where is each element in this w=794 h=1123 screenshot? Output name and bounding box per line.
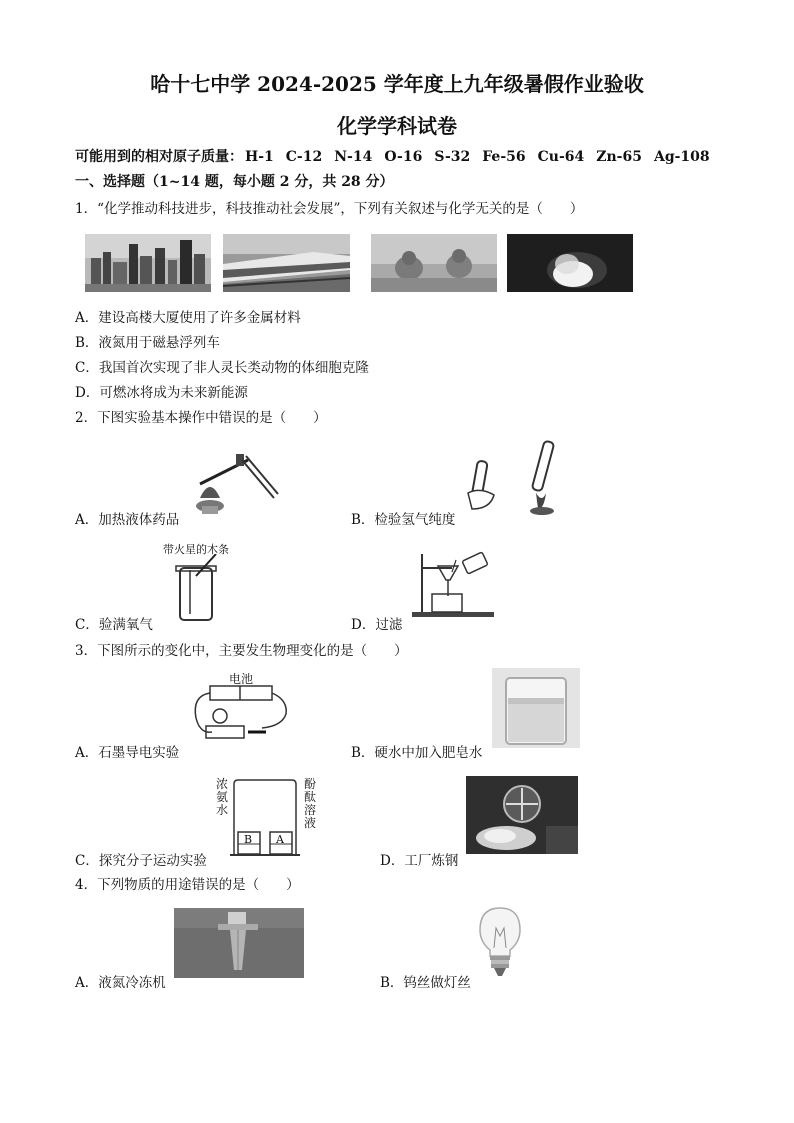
q1-option-b: B．液氮用于磁悬浮列车 (75, 335, 220, 351)
atomic-mass-item: H-1 (245, 149, 274, 165)
ammonia-label: 浓氨水 (216, 777, 229, 817)
maglev-train-photo (223, 234, 350, 292)
phenolphthalein-label: 酚酞溶液 (304, 777, 317, 830)
question-4-stem: 4．下列物质的用途错误的是（ ） (75, 877, 300, 893)
monkey-clone-photo (371, 234, 497, 292)
question-2-stem: 2．下图实验基本操作中错误的是（ ） (75, 410, 327, 426)
steelmaking-photo (466, 776, 578, 854)
question-3-stem: 3．下图所示的变化中，主要发生物理变化的是（ ） (75, 643, 408, 659)
atomic-mass-item: C-12 (285, 149, 323, 165)
beaker-b-label: B (244, 833, 253, 846)
light-bulb-photo (474, 906, 526, 978)
atomic-mass-item: S-32 (434, 149, 471, 165)
q2-option-c: C．验满氧气 (75, 617, 153, 633)
q4-option-a: A．液氮冷冻机 (75, 975, 166, 991)
atomic-mass-item: Fe-56 (482, 149, 526, 165)
atomic-masses-line (75, 146, 710, 166)
q1-option-c: C．我国首次实现了非人灵长类动物的体细胞克隆 (75, 360, 369, 376)
atomic-mass-item: O-16 (384, 149, 423, 165)
liquid-nitrogen-freezer-photo (174, 908, 304, 978)
city-skyline-photo (85, 234, 211, 292)
q3-option-d: D．工厂炼钢 (380, 853, 459, 869)
question-1-stem: 1．“化学推动科技进步，科技推动社会发展”，下列有关叙述与化学无关的是（ ） (75, 201, 584, 217)
battery-label: 电池 (229, 672, 254, 686)
graphite-conductivity-figure (190, 682, 292, 742)
exam-title: 哈十七中学 2024-2025 学年度上九年级暑假作业验收 (150, 72, 644, 96)
q2-option-a: A．加热液体药品 (75, 512, 180, 528)
atomic-masses-label: 可能用到的相对原子质量： (75, 149, 243, 165)
atomic-mass-item: Ag-108 (653, 149, 710, 165)
beaker-a-label: A (276, 833, 284, 846)
exam-subtitle: 化学学科试卷 (337, 114, 457, 138)
combustible-ice-photo (507, 234, 633, 292)
q2-option-d: D．过滤 (351, 617, 403, 633)
q3-option-b: B．硬水中加入肥皂水 (351, 745, 483, 761)
oxygen-full-test-figure (170, 554, 220, 624)
q2-option-b: B．检验氢气纯度 (351, 512, 456, 528)
hydrogen-purity-figure (460, 437, 570, 517)
molecular-motion-figure (230, 778, 300, 858)
soapy-water-photo (492, 668, 580, 748)
q3-option-a: A．石墨导电实验 (75, 745, 180, 761)
atomic-mass-item: N-14 (334, 149, 373, 165)
q1-option-d: D．可燃冰将成为未来新能源 (75, 385, 248, 401)
q3-option-c: C．探究分子运动实验 (75, 853, 207, 869)
q1-option-a: A．建设高楼大厦使用了许多金属材料 (75, 310, 301, 326)
q4-option-b: B．钨丝做灯丝 (380, 975, 471, 991)
atomic-mass-item: Zn-65 (596, 149, 642, 165)
heating-liquid-figure (190, 446, 280, 518)
atomic-mass-item: Cu-64 (537, 149, 585, 165)
glowing-splint-label: 带火星的木条 (163, 543, 229, 556)
section-heading: 一、选择题（1~14 题，每小题 2 分，共 28 分） (75, 174, 394, 190)
filtration-figure (408, 550, 498, 620)
